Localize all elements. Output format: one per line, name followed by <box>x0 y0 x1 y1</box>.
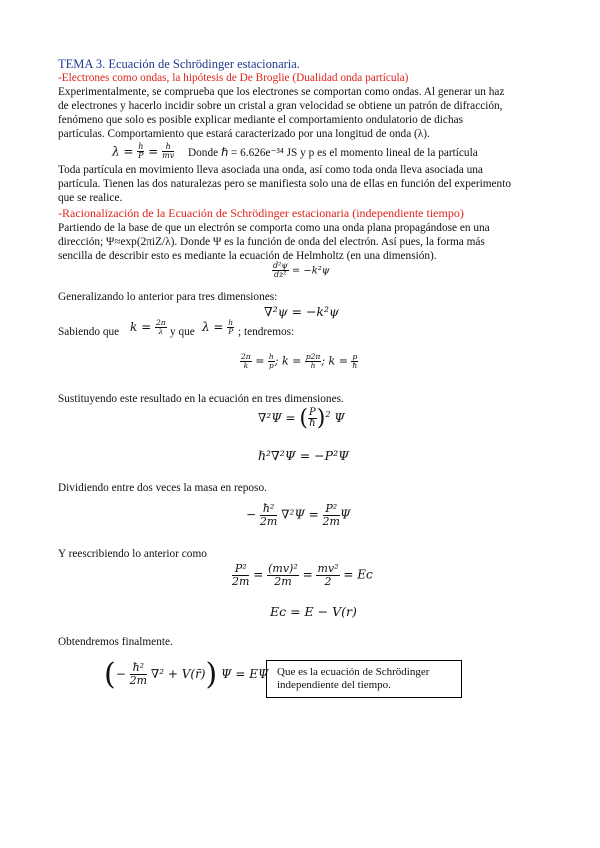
conclusion-box <box>266 660 462 698</box>
kinetic-energy-equation: $\frac{\text{P²}}{2m}$ = $\frac{\text{(mv)²}}{2m}$ = $\frac{\text{mv²}}{2}$ = Eᴄ <box>232 562 373 588</box>
paragraph-line: Obtendremos finalmente. <box>58 636 173 648</box>
paragraph-line: Dividiendo entre dos veces la masa en reposo. <box>58 482 267 494</box>
helmholtz-3d-equation: ∇²ψ = −k²ψ <box>264 304 339 319</box>
paragraph-line: Partiendo de la base de que un electrón se comporta como una onda plana propagándose en una <box>58 222 490 234</box>
paragraph-line: dirección; Ψ≈exp(2πiZ/λ). Donde Ψ es la función de onda del electrón. Así pues, la forma más <box>58 236 485 248</box>
de-broglie-description: Donde ℏ = 6.626e⁻³⁴ JS y p es el momento lineal de la partícula <box>188 147 478 159</box>
section-heading-de-broglie: -Electrones como ondas, la hipótesis de De Broglie (Dualidad onda partícula) <box>58 72 409 84</box>
helmholtz-rhs: = −k²ψ <box>291 265 330 277</box>
page-title: TEMA 3. Ecuación de Schrödinger estacionaria. <box>58 57 300 71</box>
paragraph-line: fenómeno que solo es posible explicar mediante el comportamiento ondulatorio de dichas <box>58 114 463 126</box>
paragraph-line: Generalizando lo anterior para tres dimensiones: <box>58 291 278 303</box>
paragraph-line: de electrones y hacerlo incidir sobre un cristal a gran velocidad se obtiene un patrón de difracción, <box>58 100 503 112</box>
lambda-definition: λ = $\frac{h}{P}$ <box>202 318 234 336</box>
schrodinger-rhs: Ψ = EΨ <box>221 667 269 681</box>
paragraph-line: Experimentalmente, se comprueba que los electrones se comportan como ondas. Al generar un haz <box>58 86 505 98</box>
de-broglie-equation: λ = $\frac{h}{P}$ = $\frac{h}{mv}$ <box>112 142 175 161</box>
paragraph-line: Sustituyendo este resultado en la ecuación en tres dimensiones. <box>58 393 344 405</box>
k-definition: k = $\frac{2\pi}{\lambda}$ <box>130 318 166 336</box>
divided-equation: − $\frac{\text{ħ²}}{2m}$ ∇²Ψ = $\frac{\text{P²}}{2m}$ Ψ <box>246 502 351 528</box>
hbar-equation: ℏ²∇²Ψ = −P²Ψ <box>258 448 350 463</box>
conclusion-line: Que es la ecuación de Schrödinger <box>277 666 430 678</box>
paragraph-line: Y reescribiendo lo anterior como <box>58 548 207 560</box>
knowing-text-b: y que <box>170 326 195 338</box>
energy-equation: Eᴄ = E − V(r) <box>270 604 357 619</box>
knowing-text-c: ; tendremos: <box>238 326 295 338</box>
paragraph-line: partículas. Comportamiento que estará caracterizado por una longitud de onda (λ). <box>58 128 430 140</box>
paragraph-line: Toda partícula en movimiento lleva asociada una onda, así como toda onda lleva asociada una <box>58 164 483 176</box>
helmholtz-equation: $\frac{\text{d²ψ}}{\text{dz²}}$ = −k²ψ <box>273 261 330 280</box>
paragraph-line: que se realice. <box>58 192 123 204</box>
substituted-equation: ∇²Ψ = ( $\frac{P}{ħ}$ )$^2$ Ψ <box>258 406 345 431</box>
knowing-text-a: Sabiendo que <box>58 326 120 338</box>
k-relations-equation: $\frac{2\pi}{k}$ = $\frac{h}{p}$ ; k = $\frac{p2\pi}{h}$ ; k = $\frac{p}{ħ}$ <box>241 352 358 370</box>
schrodinger-equation: (− $\frac{\text{ħ²}}{2m}$ ∇² + V(r̄)) Ψ = EΨ <box>104 657 269 692</box>
paragraph-line: partícula. Tienen las dos naturalezas pero se manifiesta solo una de ellas en función del experimento <box>58 178 511 190</box>
conclusion-line: independiente del tiempo. <box>277 679 391 691</box>
section-heading-schrodinger: -Racionalización de la Ecuación de Schrödinger estacionaria (independiente tiempo) <box>58 206 464 220</box>
paragraph-line: sencilla de describir esto es mediante la ecuación de Helmholtz (en una dimensión). <box>58 250 437 262</box>
